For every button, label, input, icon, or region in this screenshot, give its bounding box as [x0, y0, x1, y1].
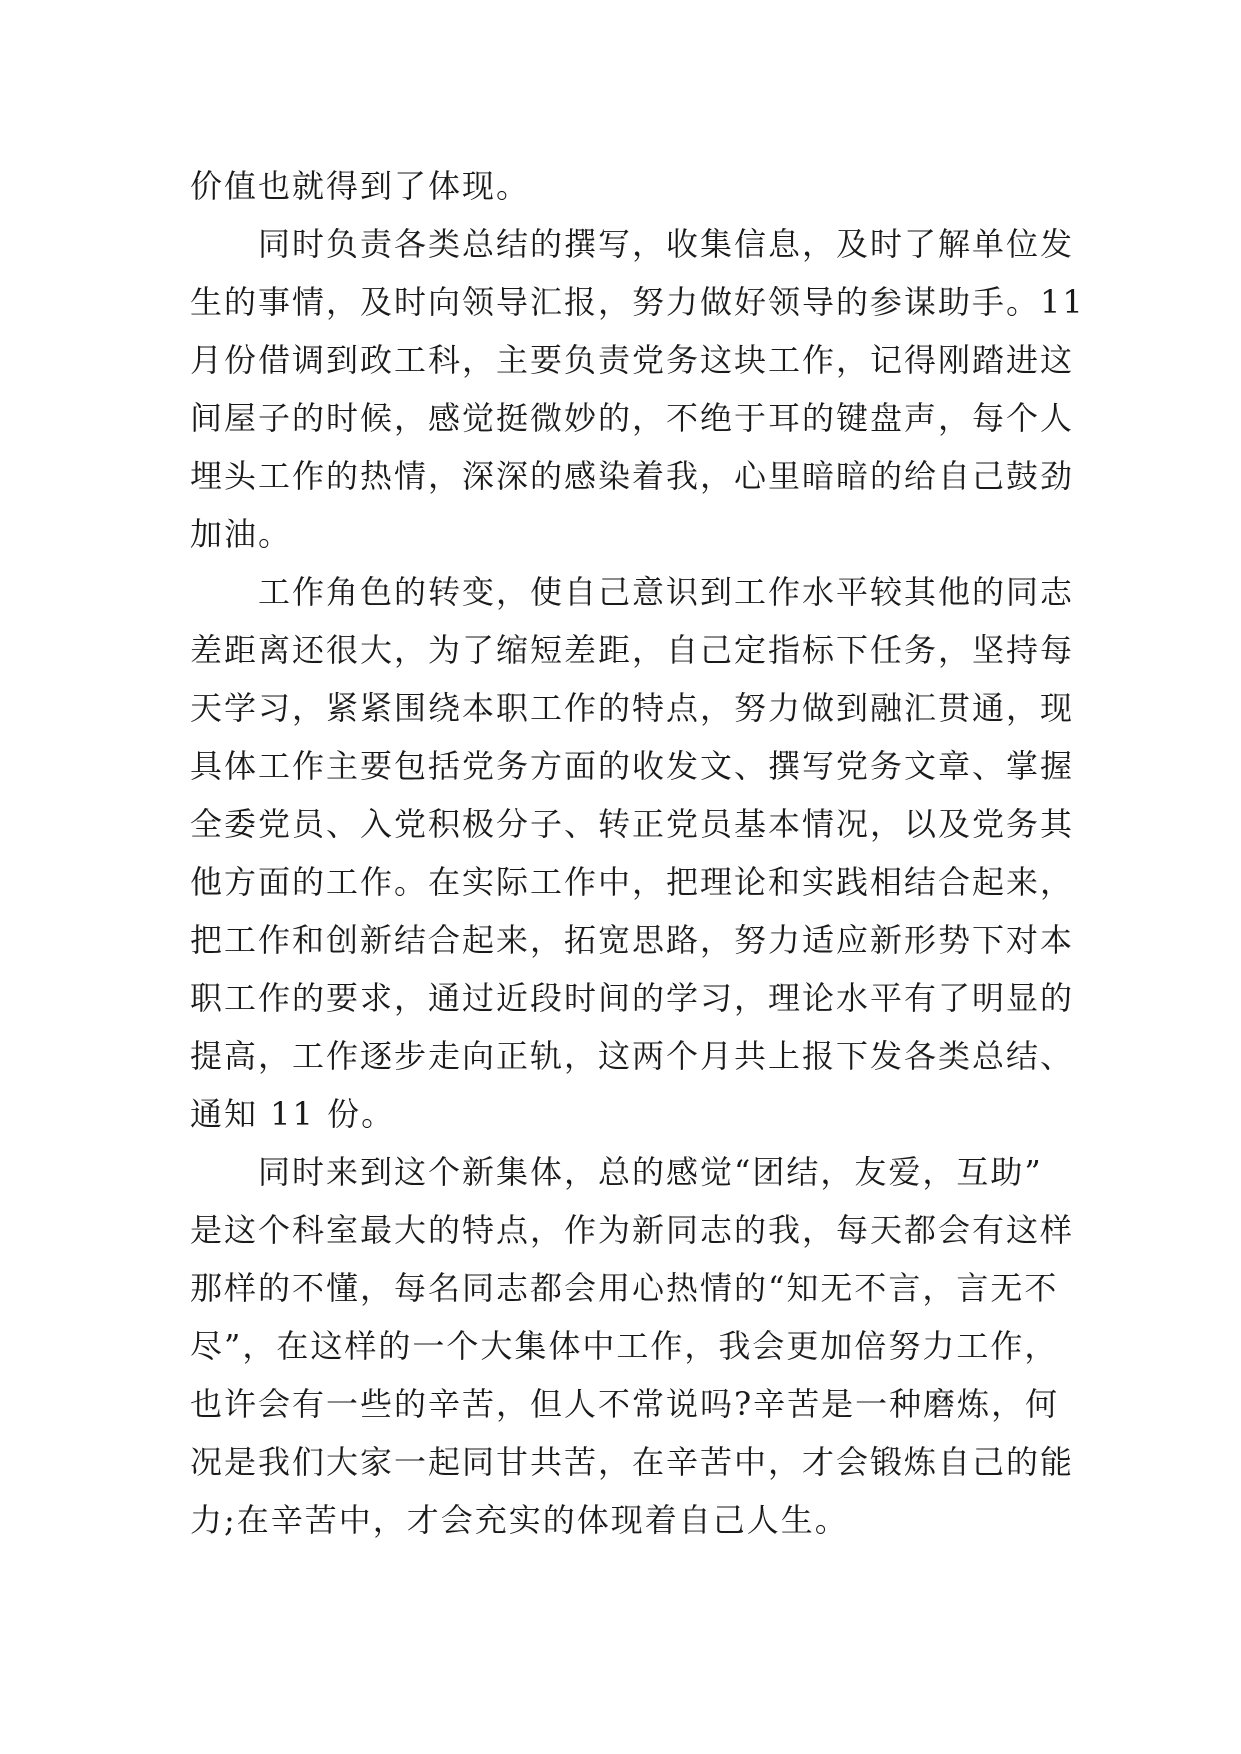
text-line: 那样的不懂，每名同志都会用心热情的“知无不言，言无不	[190, 1269, 1059, 1307]
text-line: 况是我们大家一起同甘共苦，在辛苦中，才会锻炼自己的能	[190, 1443, 1075, 1481]
body-text	[190, 157, 1085, 1549]
text-line: 是这个科室最大的特点，作为新同志的我，每天都会有这样	[190, 1211, 1075, 1249]
text-line: 提高，工作逐步走向正轨，这两个月共上报下发各类总结、	[190, 1037, 1075, 1075]
text-line: 差距离还很大，为了缩短差距，自己定指标下任务，坚持每	[190, 631, 1075, 669]
text-line: 力;在辛苦中，才会充实的体现着自己人生。	[190, 1501, 849, 1539]
text-line: 间屋子的时候，感觉挺微妙的，不绝于耳的键盘声，每个人	[190, 399, 1075, 437]
text-line: 同时来到这个新集体，总的感觉“团结，友爱，互助”	[258, 1153, 1043, 1191]
text-line: 埋头工作的热情，深深的感染着我，心里暗暗的给自己鼓劲	[190, 457, 1075, 495]
text-line: 通知 11 份。	[190, 1095, 396, 1133]
text-line: 月份借调到政工科，主要负责党务这块工作，记得刚踏进这	[190, 341, 1075, 379]
text-line: 同时负责各类总结的撰写，收集信息，及时了解单位发	[258, 225, 1075, 263]
text-line: 尽”，在这样的一个大集体中工作，我会更加倍努力工作，	[190, 1327, 1059, 1365]
text-line: 他方面的工作。在实际工作中，把理论和实践相结合起来，	[190, 863, 1075, 901]
text-line: 也许会有一些的辛苦，但人不常说吗?辛苦是一种磨炼，何	[190, 1385, 1060, 1423]
text-line: 价值也就得到了体现。	[190, 167, 531, 205]
text-line: 天学习，紧紧围绕本职工作的特点，努力做到融汇贯通，现	[190, 689, 1075, 727]
text-line: 生的事情，及时向领导汇报，努力做好领导的参谋助手。11	[190, 283, 1085, 321]
text-line: 加油。	[190, 515, 293, 553]
text-line: 全委党员、入党积极分子、转正党员基本情况，以及党务其	[190, 805, 1075, 843]
text-line: 工作角色的转变，使自己意识到工作水平较其他的同志	[258, 573, 1075, 611]
text-line: 具体工作主要包括党务方面的收发文、撰写党务文章、掌握	[190, 747, 1075, 785]
text-line: 职工作的要求，通过近段时间的学习，理论水平有了明显的	[190, 979, 1075, 1017]
text-line: 把工作和创新结合起来，拓宽思路，努力适应新形势下对本	[190, 921, 1075, 959]
